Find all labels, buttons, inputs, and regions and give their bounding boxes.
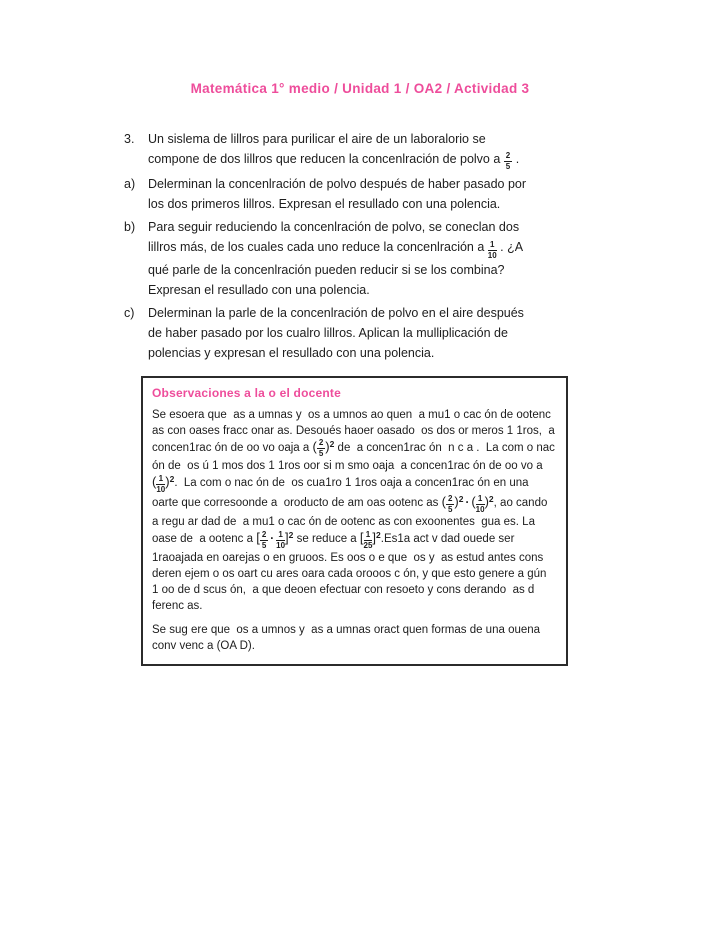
observations-box-title: Observaciones a la o el docente: [152, 385, 341, 400]
item-3-text: [148, 129, 594, 171]
item-c: [124, 303, 594, 363]
item-b-line4: Expresan el resullado con una polencia.: [148, 282, 370, 297]
item-c-line3: polencias y expresan el resullado con una polencia.: [148, 345, 435, 360]
fraction-two-fifths: $\frac{2}{5}$: [505, 151, 511, 172]
item-b-line2: [148, 237, 594, 259]
math-product-of-powers: ( $\frac{2}{5}$ )$^2$ · ( $\frac{1}{10}$ )$^2$: [441, 493, 494, 514]
item-c-marker: c): [124, 305, 135, 320]
item-3-line2-pre: compone de dos lillros que reducen la concenlración de polvo a: [148, 152, 504, 166]
item-a: [124, 174, 594, 214]
observations-paragraph-1: [152, 407, 559, 614]
item-c-line1: Delerminan la parle de la concenlración de polvo en el aire después: [148, 305, 524, 320]
observations-paragraph-2: Se sug ere que os a umnos y as a umnas oract quen formas de una ouena conv venc a (OA D).: [152, 623, 544, 652]
item-3: [124, 129, 594, 171]
item-3-line2-post: .: [512, 152, 520, 166]
item-c-line2: de haber pasado por los cualro lillros. Aplican la mulliplicación de: [148, 325, 508, 340]
item-a-marker: a): [124, 177, 136, 192]
obs-text-6: .Es1a act v dad ouede ser 1raoajada en oarejas o en gruoos. Es oos o e que os y as estud antes cons deren ejem o os oart cu ares oara cada orooos c ón, y que esto genere a gún 1 oo de d scus ón, a que deoen efectuar con resoeto y cons derando as d ferenc as.: [152, 532, 550, 612]
math-one-twentyfifth-squared: [ $\frac{1}{25}$ ]$^2$: [359, 529, 381, 550]
activity-items: [124, 129, 594, 363]
obs-text-1: Se esoera que as a umnas y os a umnos ao quen a mu1 o cac ón de ootenc as con oases fracc onar as. Desoués haoer oasado os dos or meros 1 1ros, a concen1rac ón de oo vo oaja a: [152, 408, 558, 454]
teacher-observations-box: [141, 376, 568, 666]
obs-text-3: . La com o nac ón de os cua1ro 1 1ros oaja a concen1rac ón en una oarte que corresoonde a oroducto de am oas ootenc as: [152, 477, 532, 509]
math-one-tenth-squared: ( $\frac{1}{10}$ )$^2$: [152, 474, 175, 494]
obs-text-5: se reduce a: [293, 532, 360, 545]
math-two-fifths-squared: ( $\frac{2}{5}$ )$^2$: [312, 438, 335, 459]
item-b-marker: b): [124, 220, 136, 235]
item-c-text: [148, 303, 594, 363]
item-a-line1: Delerminan la concenlración de polvo después de haber pasado por: [148, 177, 527, 192]
item-b-text: [148, 217, 594, 299]
item-b-line1: Para seguir reduciendo la concenlración de polvo, se coneclan dos: [148, 220, 520, 235]
item-b-line2-pre: lillros más, de los cuales cada uno reduce la concenlración a: [148, 240, 488, 255]
item-3-line2: [148, 149, 594, 171]
page-title: Matemática 1° medio / Unidad 1 / OA2 / Actividad 3: [190, 81, 530, 96]
item-a-line2: los dos primeros lillros. Expresan el resullado con una polencia.: [148, 197, 501, 212]
fraction-one-tenth: $\frac{1}{10}$: [487, 239, 497, 260]
math-bracket-base-squared: [ $\frac{2}{5}$ · $\frac{1}{10}$ ]$^2$: [256, 529, 294, 550]
item-a-text: [148, 174, 594, 214]
obs-text-2: de a concen1rac ón n c a . La com o nac ón de os ú 1 mos dos 1 1ros oor si m smo oaja a concen1rac ón de oo vo a: [152, 441, 559, 473]
item-b-line2-post: . ¿A: [496, 240, 524, 255]
item-3-marker: 3.: [124, 132, 135, 146]
item-b-line3: qué parle de la concenlración pueden reducir si se los combina?: [148, 262, 505, 277]
item-b: [124, 217, 594, 299]
obs-text-4: , ao cando a regu ar dad de a mu1 o cac ón de ootenc as con exoonentes gua es. La oase de a ootenc a: [152, 497, 554, 545]
item-3-line1: Un sislema de lillros para purilicar el aire de un laboralorio se: [148, 132, 486, 146]
